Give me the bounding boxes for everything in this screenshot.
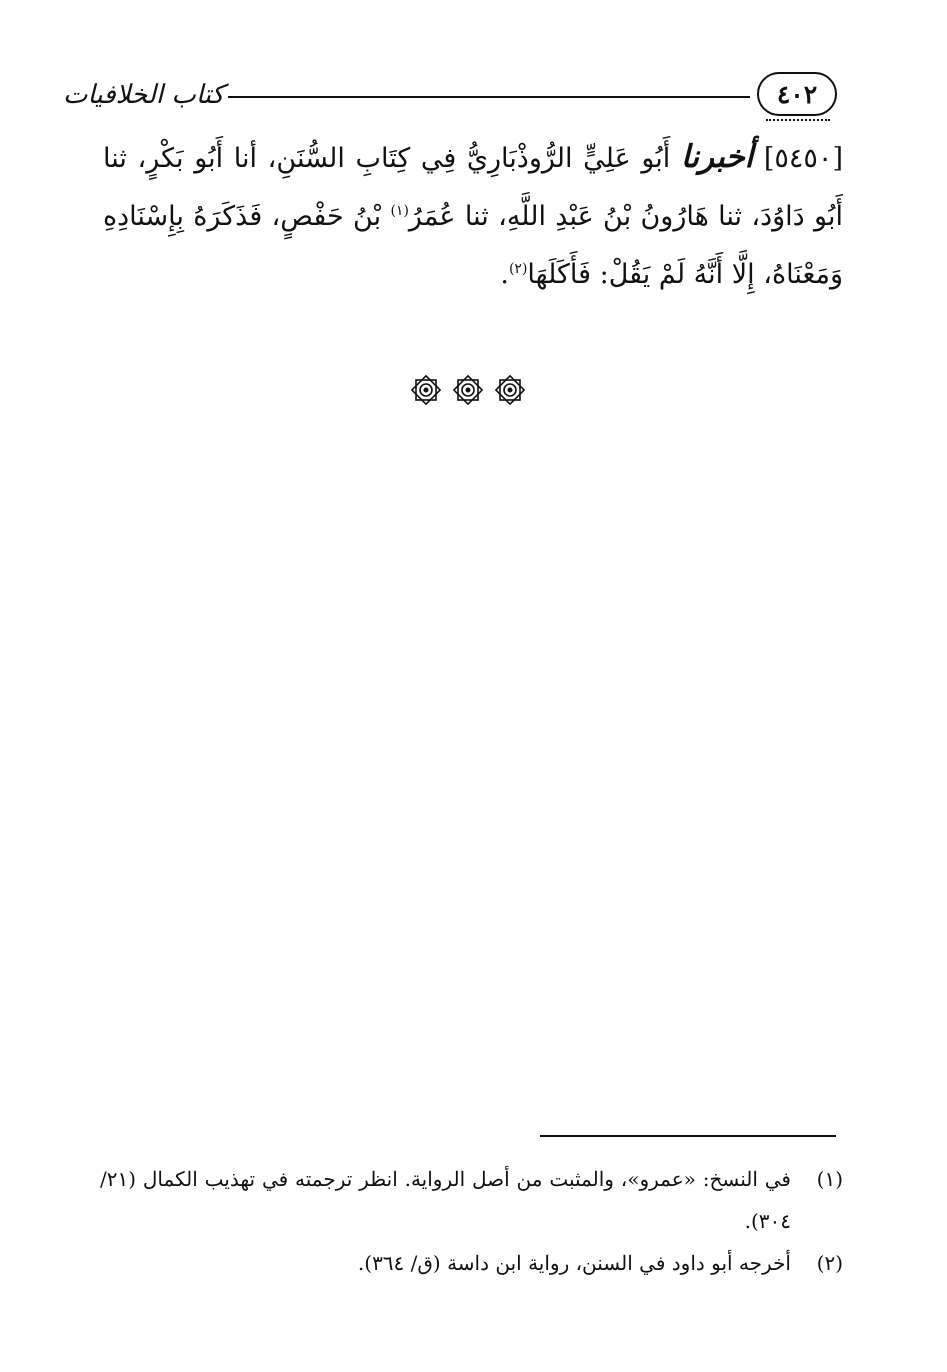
hadith-text-part-1: أَبُو عَلِيٍّ الرُّوذْبَارِيُّ فِي كِتَابِ السُّنَنِ، أنا أَبُو بَكْرٍ، ثنا أَبُو دَاوُدَ، ثنا هَارُونُ بْنُ عَبْدِ اللَّهِ، ثنا عُمَرُ [103,143,843,232]
footnote-number: (٢) [816,1251,843,1275]
flower-ornament-icon [410,374,442,406]
section-end-ornaments [410,372,526,408]
footnote-separator [540,1135,836,1137]
footnotes [100,1158,843,1284]
flower-ornament-icon [494,374,526,406]
hadith-opening-word: أخبرنا [680,139,754,175]
page-number-ornament [766,115,830,121]
footnote-number: (١) [816,1167,843,1191]
header-rule [228,96,750,98]
footnote-text: في النسخ: «عمرو»، والمثبت من أصل الرواية. انظر ترجمته في تهذيب الكمال (٢١/ ٣٠٤). [100,1167,791,1233]
hadith-text-end: . [500,259,509,290]
book-title: كتاب الخلافيات [62,80,224,110]
footnote-2 [100,1242,843,1284]
footnote-reference-2[interactable]: (٢) [508,261,528,277]
footnote-text: أخرجه أبو داود في السنن، رواية ابن داسة (ق/ ٣٦٤). [357,1251,791,1275]
hadith-paragraph [103,128,843,304]
running-header [0,0,947,130]
flower-ornament-icon [452,374,484,406]
hadith-text-part-2: بْنُ حَفْصٍ، فَذَكَرَهُ بِإِسْنَادِهِ وَمَعْنَاهُ، إِلَّا أَنَّهُ لَمْ يَقُلْ: فَأَكَلَهَا [103,201,843,290]
footnote-reference-1[interactable]: (١) [390,203,409,219]
hadith-number: [٥٤٥٠] [763,143,843,174]
page-number: ٤٠٢ [776,79,818,109]
page-number-badge [757,72,837,116]
footnote-1 [100,1158,843,1242]
